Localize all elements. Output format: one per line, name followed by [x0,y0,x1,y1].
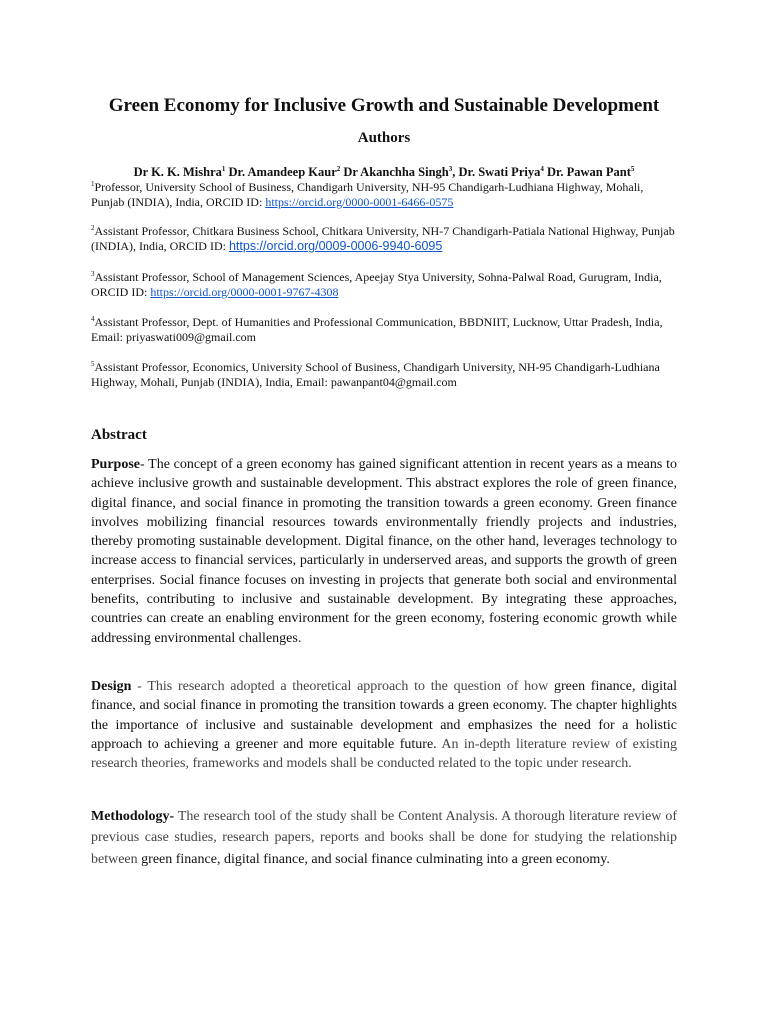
affiliation-4 [91,315,677,345]
author-separator: , [452,165,459,179]
author-name: Dr. Swati Priya [458,165,541,179]
orcid-link[interactable]: https://orcid.org/0000-0001-6466-0575 [265,195,454,209]
affiliation-text: Assistant Professor, Economics, University School of Business, Chandigarh University, NH-95 Chandigarh-Ludhiana Highway, Mohali, Punjab (INDIA), India, Email: pawanpant04@gmail.com [91,360,660,389]
design-text-part-2: green finance, digital finance, and social finance in promoting the transition towards a green economy. The chapter highlights the importance of inclusive and sustainable development and emphasizes the need for a holistic approach to achieving a greener and more equitable future. [91,679,677,752]
methodology-text-part-1: The research tool of the study shall be Content Analysis. A thorough literature review of previous case studies, research papers, reports and books shall be done for studying the relationship between [91,809,677,867]
affiliation-text: Assistant Professor, Chitkara Business School, Chitkara University, NH-7 Chandigarh-Patiala National Highway, Punjab (INDIA), India, ORCID ID: [91,224,675,253]
author-name: Dr Akanchha Singh [343,165,449,179]
affiliation-marker: 3 [91,270,95,278]
affiliation-text: Assistant Professor, School of Management Sciences, Apeejay Stya University, Sohna-Palwal Road, Gurugram, India, ORCID ID: [91,270,662,299]
author-affiliation-marker: 3 [448,164,453,173]
design-text-part-1: - This research adopted a theoretical approach to the question of how [131,679,554,694]
methodology-text-part-2: green finance, digital finance, and social finance culminating into a green economy. [141,851,610,867]
paper-title: Green Economy for Inclusive Growth and Sustainable Development [108,95,660,116]
purpose-text: - The concept of a green economy has gained significant attention in recent years as a means to achieve inclusive growth and sustainable development. This abstract explores the role of green finance, digital finance, and social finance in promoting the transition towards a green economy. Green finance involves mobilizing financial resources towards environmentally friendly projects and industries, thereby promoting sustainable development. Digital finance, on the other hand, leverages technology to increase access to financial services, particularly in underserved areas, and supports the growth of green enterprises. Social finance focuses on investing in projects that generate both social and environmental benefits, contributing to inclusive and sustainable development. By integrating these approaches, countries can create an enabling environment for the green economy, fostering economic growth while addressing environmental challenges. [91,457,677,646]
author-list [91,164,677,180]
affiliation-3 [91,270,677,300]
affiliation-2 [91,224,677,254]
authors-heading: Authors [357,130,411,146]
author-affiliation-marker: 2 [336,164,341,173]
affiliation-marker: 2 [91,224,95,232]
affiliation-marker: 1 [91,180,95,188]
abstract-heading: Abstract [91,427,147,443]
affiliation-marker: 4 [91,315,95,323]
abstract-purpose-paragraph [91,455,677,648]
affiliation-text: Professor, University School of Business, Chandigarh University, NH-95 Chandigarh-Ludhiana Highway, Mohali, Punjab (INDIA), India, ORCID ID: [91,180,644,209]
abstract-methodology-paragraph [91,806,677,870]
orcid-link[interactable]: https://orcid.org/0009-0006-9940-6095 [228,239,443,253]
orcid-link[interactable]: https://orcid.org/0000-0001-9767-4308 [150,285,339,299]
affiliation-1 [91,180,677,210]
author-affiliation-marker: 5 [630,164,635,173]
affiliation-marker: 5 [91,360,95,368]
purpose-label: Purpose [91,457,140,472]
author-affiliation-marker: 4 [540,164,544,173]
abstract-design-paragraph [91,677,677,773]
author-affiliation-marker: 1 [221,164,226,173]
author-name: Dr. Amandeep Kaur [228,165,337,179]
design-text-part-3: An in-depth literature review of existing research theories, frameworks and models shall be conducted related to the topic under research. [91,736,677,772]
methodology-label: Methodology- [91,809,175,824]
author-name: Dr. Pawan Pant [546,165,631,179]
design-label: Design [91,679,132,694]
affiliation-5 [91,360,677,390]
affiliation-text: Assistant Professor, Dept. of Humanities and Professional Communication, BBDNIIT, Lucknow, Uttar Pradesh, India, Email: priyaswati009@gmail.com [91,315,663,344]
author-name: Dr K. K. Mishra [133,165,222,179]
